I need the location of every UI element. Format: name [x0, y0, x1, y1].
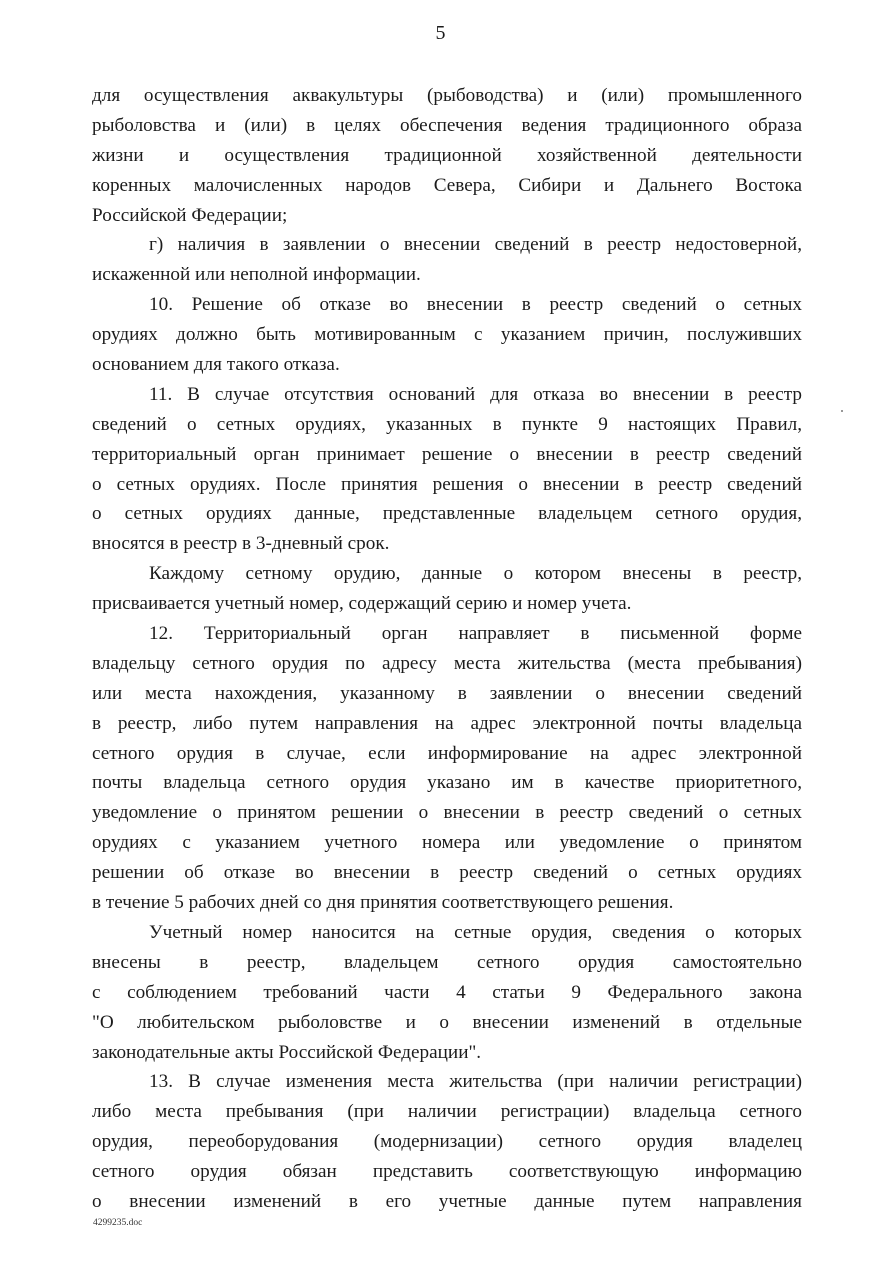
text-line: Учетный номер наносится на сетные орудия, сведения о которых: [149, 921, 802, 943]
text-line: присваивается учетный номер, содержащий серию и номер учета.: [92, 593, 632, 615]
text-line: владельцу сетного орудия по адресу места жительства (места пребывания): [92, 652, 802, 674]
text-line: Российской Федерации;: [92, 204, 288, 226]
text-line: 10. Решение об отказе во внесении в реестр сведений о сетных: [149, 294, 802, 316]
text-line: сетного орудия в случае, если информирование на адрес электронной: [92, 742, 802, 764]
text-line: в течение 5 рабочих дней со дня принятия соответствующего решения.: [92, 892, 674, 914]
document-body: [92, 81, 802, 1217]
text-line: 13. В случае изменения места жительства (при наличии регистрации): [149, 1071, 802, 1093]
text-line: почты владельца сетного орудия указано им в качестве приоритетного,: [92, 772, 802, 794]
text-line: орудиях с указанием учетного номера или уведомление о принятом: [92, 832, 802, 854]
scan-speck: [841, 410, 843, 412]
text-line: либо места пребывания (при наличии регистрации) владельца сетного: [92, 1101, 802, 1123]
text-line: сетного орудия обязан представить соответствующую информацию: [92, 1161, 802, 1183]
text-line: для осуществления аквакультуры (рыбоводства) и (или) промышленного: [92, 85, 802, 106]
text-line: основанием для такого отказа.: [92, 354, 340, 376]
text-line: в реестр, либо путем направления на адрес электронной почты владельца: [92, 712, 802, 734]
text-line: сведений о сетных орудиях, указанных в пункте 9 настоящих Правил,: [92, 413, 802, 435]
text-line: коренных малочисленных народов Севера, Сибири и Дальнего Востока: [92, 174, 802, 196]
text-line: законодательные акты Российской Федерации".: [92, 1041, 482, 1063]
text-line: о сетных орудиях данные, представленные владельцем сетного орудия,: [92, 503, 802, 525]
text-line: территориальный орган принимает решение о внесении в реестр сведений: [92, 443, 802, 465]
text-line: г) наличия в заявлении о внесении сведений в реестр недостоверной,: [149, 234, 802, 256]
text-line: рыболовства и (или) в целях обеспечения ведения традиционного образа: [92, 114, 802, 136]
text-line: о сетных орудиях. После принятия решения о внесении в реестр сведений: [92, 473, 802, 495]
text-line: "О любительском рыболовстве и о внесении изменений в отдельные: [92, 1011, 802, 1033]
text-line: о внесении изменений в его учетные данные путем направления: [92, 1190, 802, 1212]
text-line: 12. Территориальный орган направляет в письменной форме: [149, 623, 802, 645]
text-line: уведомление о принятом решении о внесении в реестр сведений о сетных: [92, 802, 802, 824]
text-line: внесены в реестр, владельцем сетного орудия самостоятельно: [92, 951, 802, 973]
text-line: Каждому сетному орудию, данные о котором внесены в реестр,: [149, 563, 802, 585]
text-line: решении об отказе во внесении в реестр сведений о сетных орудиях: [92, 862, 802, 884]
text-line: орудиях должно быть мотивированным с указанием причин, послуживших: [92, 324, 802, 346]
text-line: с соблюдением требований части 4 статьи 9 Федерального закона: [92, 981, 802, 1003]
text-line: орудия, переоборудования (модернизации) сетного орудия владелец: [92, 1131, 802, 1153]
text-line: вносятся в реестр в 3-дневный срок.: [92, 533, 390, 555]
text-line: 11. В случае отсутствия оснований для отказа во внесении в реестр: [149, 383, 802, 405]
page-number: 5: [435, 22, 446, 44]
file-name-footer: 4299235.doc: [93, 1218, 143, 1228]
text-line: или места нахождения, указанному в заявлении о внесении сведений: [92, 682, 802, 704]
text-line: жизни и осуществления традиционной хозяйственной деятельности: [92, 144, 802, 166]
text-line: искаженной или неполной информации.: [92, 264, 421, 286]
